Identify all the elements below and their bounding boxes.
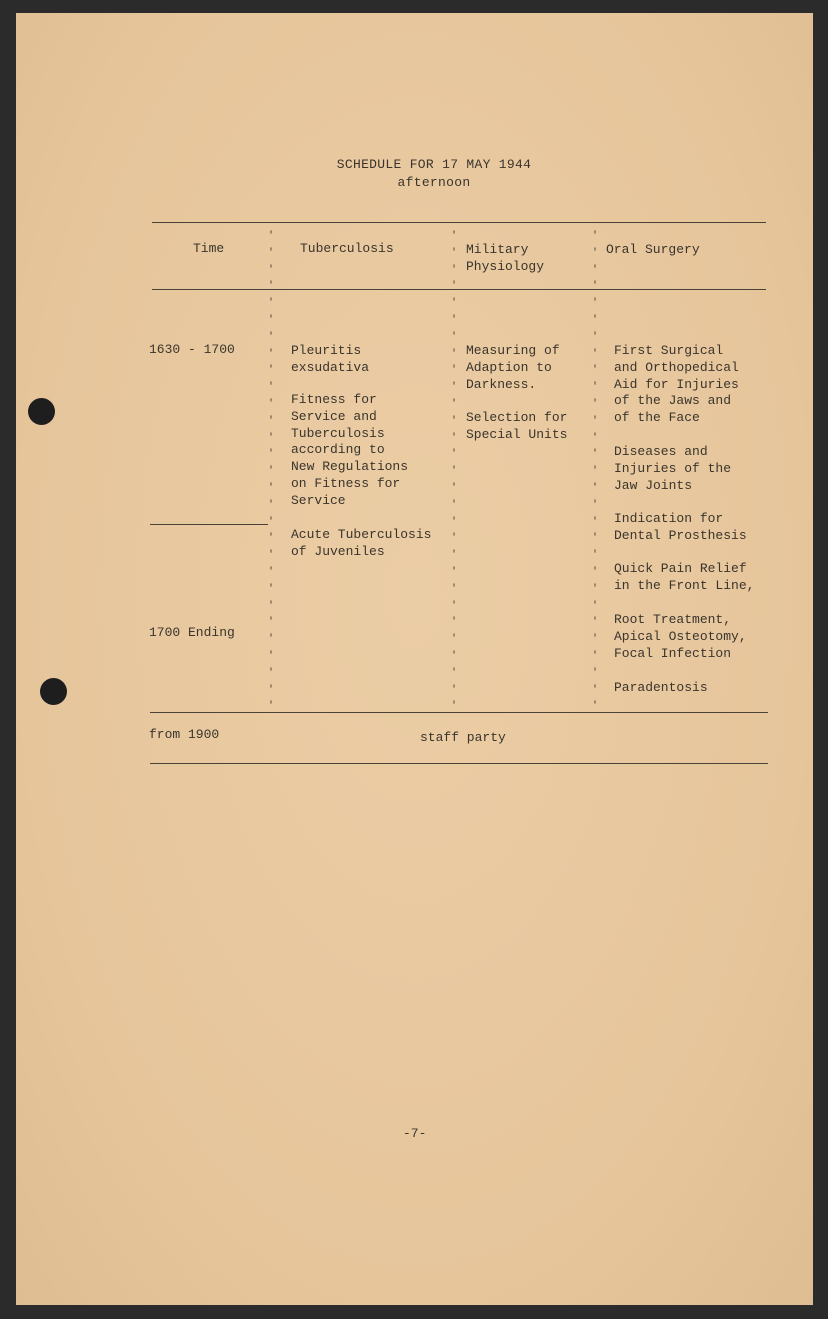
table-bottom-rule — [150, 712, 768, 713]
table-top-rule — [152, 222, 766, 223]
footer-bottom-rule — [150, 763, 768, 764]
oral-topic: Diseases and Injuries of the Jaw Joints — [614, 444, 732, 493]
time-slot-1: 1630 - 1700 — [149, 342, 235, 357]
time-slot-2: 1700 Ending — [149, 625, 235, 640]
military-topic: Selection for Special Units — [466, 410, 568, 442]
tuberculosis-topic: Fitness for Service and Tuberculosis according to New Regulations on Fitness for Service — [291, 392, 409, 508]
punch-hole-bottom — [40, 678, 67, 705]
tuberculosis-topic: Pleuritis exsudativa — [291, 343, 370, 375]
oral-topic: First Surgical and Orthopedical Aid for Injuries of the Jaws and of the Face — [614, 343, 739, 426]
oral-topic: Indication for Dental Prosthesis — [614, 511, 747, 543]
time-divider-rule — [150, 524, 268, 525]
header-military-line2: Physiology — [466, 259, 545, 274]
schedule-title: SCHEDULE FOR 17 MAY 1944 — [336, 157, 532, 172]
schedule-subtitle: afternoon — [397, 175, 471, 190]
tuberculosis-topic: Acute Tuberculosis of Juveniles — [291, 527, 432, 559]
header-time: Time — [193, 241, 225, 256]
military-topic: Measuring of Adaption to Darkness. — [466, 343, 560, 392]
column-separator: ' ' ' ' ' ' ' ' ' ' ' ' ' ' ' ' ' ' ' ' ' ' ' ' ' ' ' ' ' — [450, 231, 457, 709]
column-separator: ' ' ' ' ' ' ' ' ' ' ' ' ' ' ' ' ' ' ' ' ' ' ' ' ' ' ' ' ' — [591, 231, 598, 709]
header-bottom-rule — [152, 289, 766, 290]
page-number: -7- — [403, 1126, 427, 1141]
oral-topic: Root Treatment, Apical Osteotomy, Focal Infection — [614, 612, 747, 661]
header-tuberculosis: Tuberculosis — [300, 241, 394, 256]
column-separator: ' ' ' ' ' ' ' ' ' ' ' ' ' ' ' ' ' ' ' ' ' ' ' ' ' ' ' ' ' — [267, 231, 274, 709]
header-oral-surgery: Oral Surgery — [606, 242, 700, 257]
oral-topic: Paradentosis — [614, 680, 708, 695]
oral-topic: Quick Pain Relief in the Front Line, — [614, 561, 755, 593]
header-military-line1: Military — [466, 242, 529, 257]
punch-hole-top — [28, 398, 55, 425]
footer-event: staff party — [420, 730, 506, 745]
footer-time: from 1900 — [149, 727, 220, 742]
